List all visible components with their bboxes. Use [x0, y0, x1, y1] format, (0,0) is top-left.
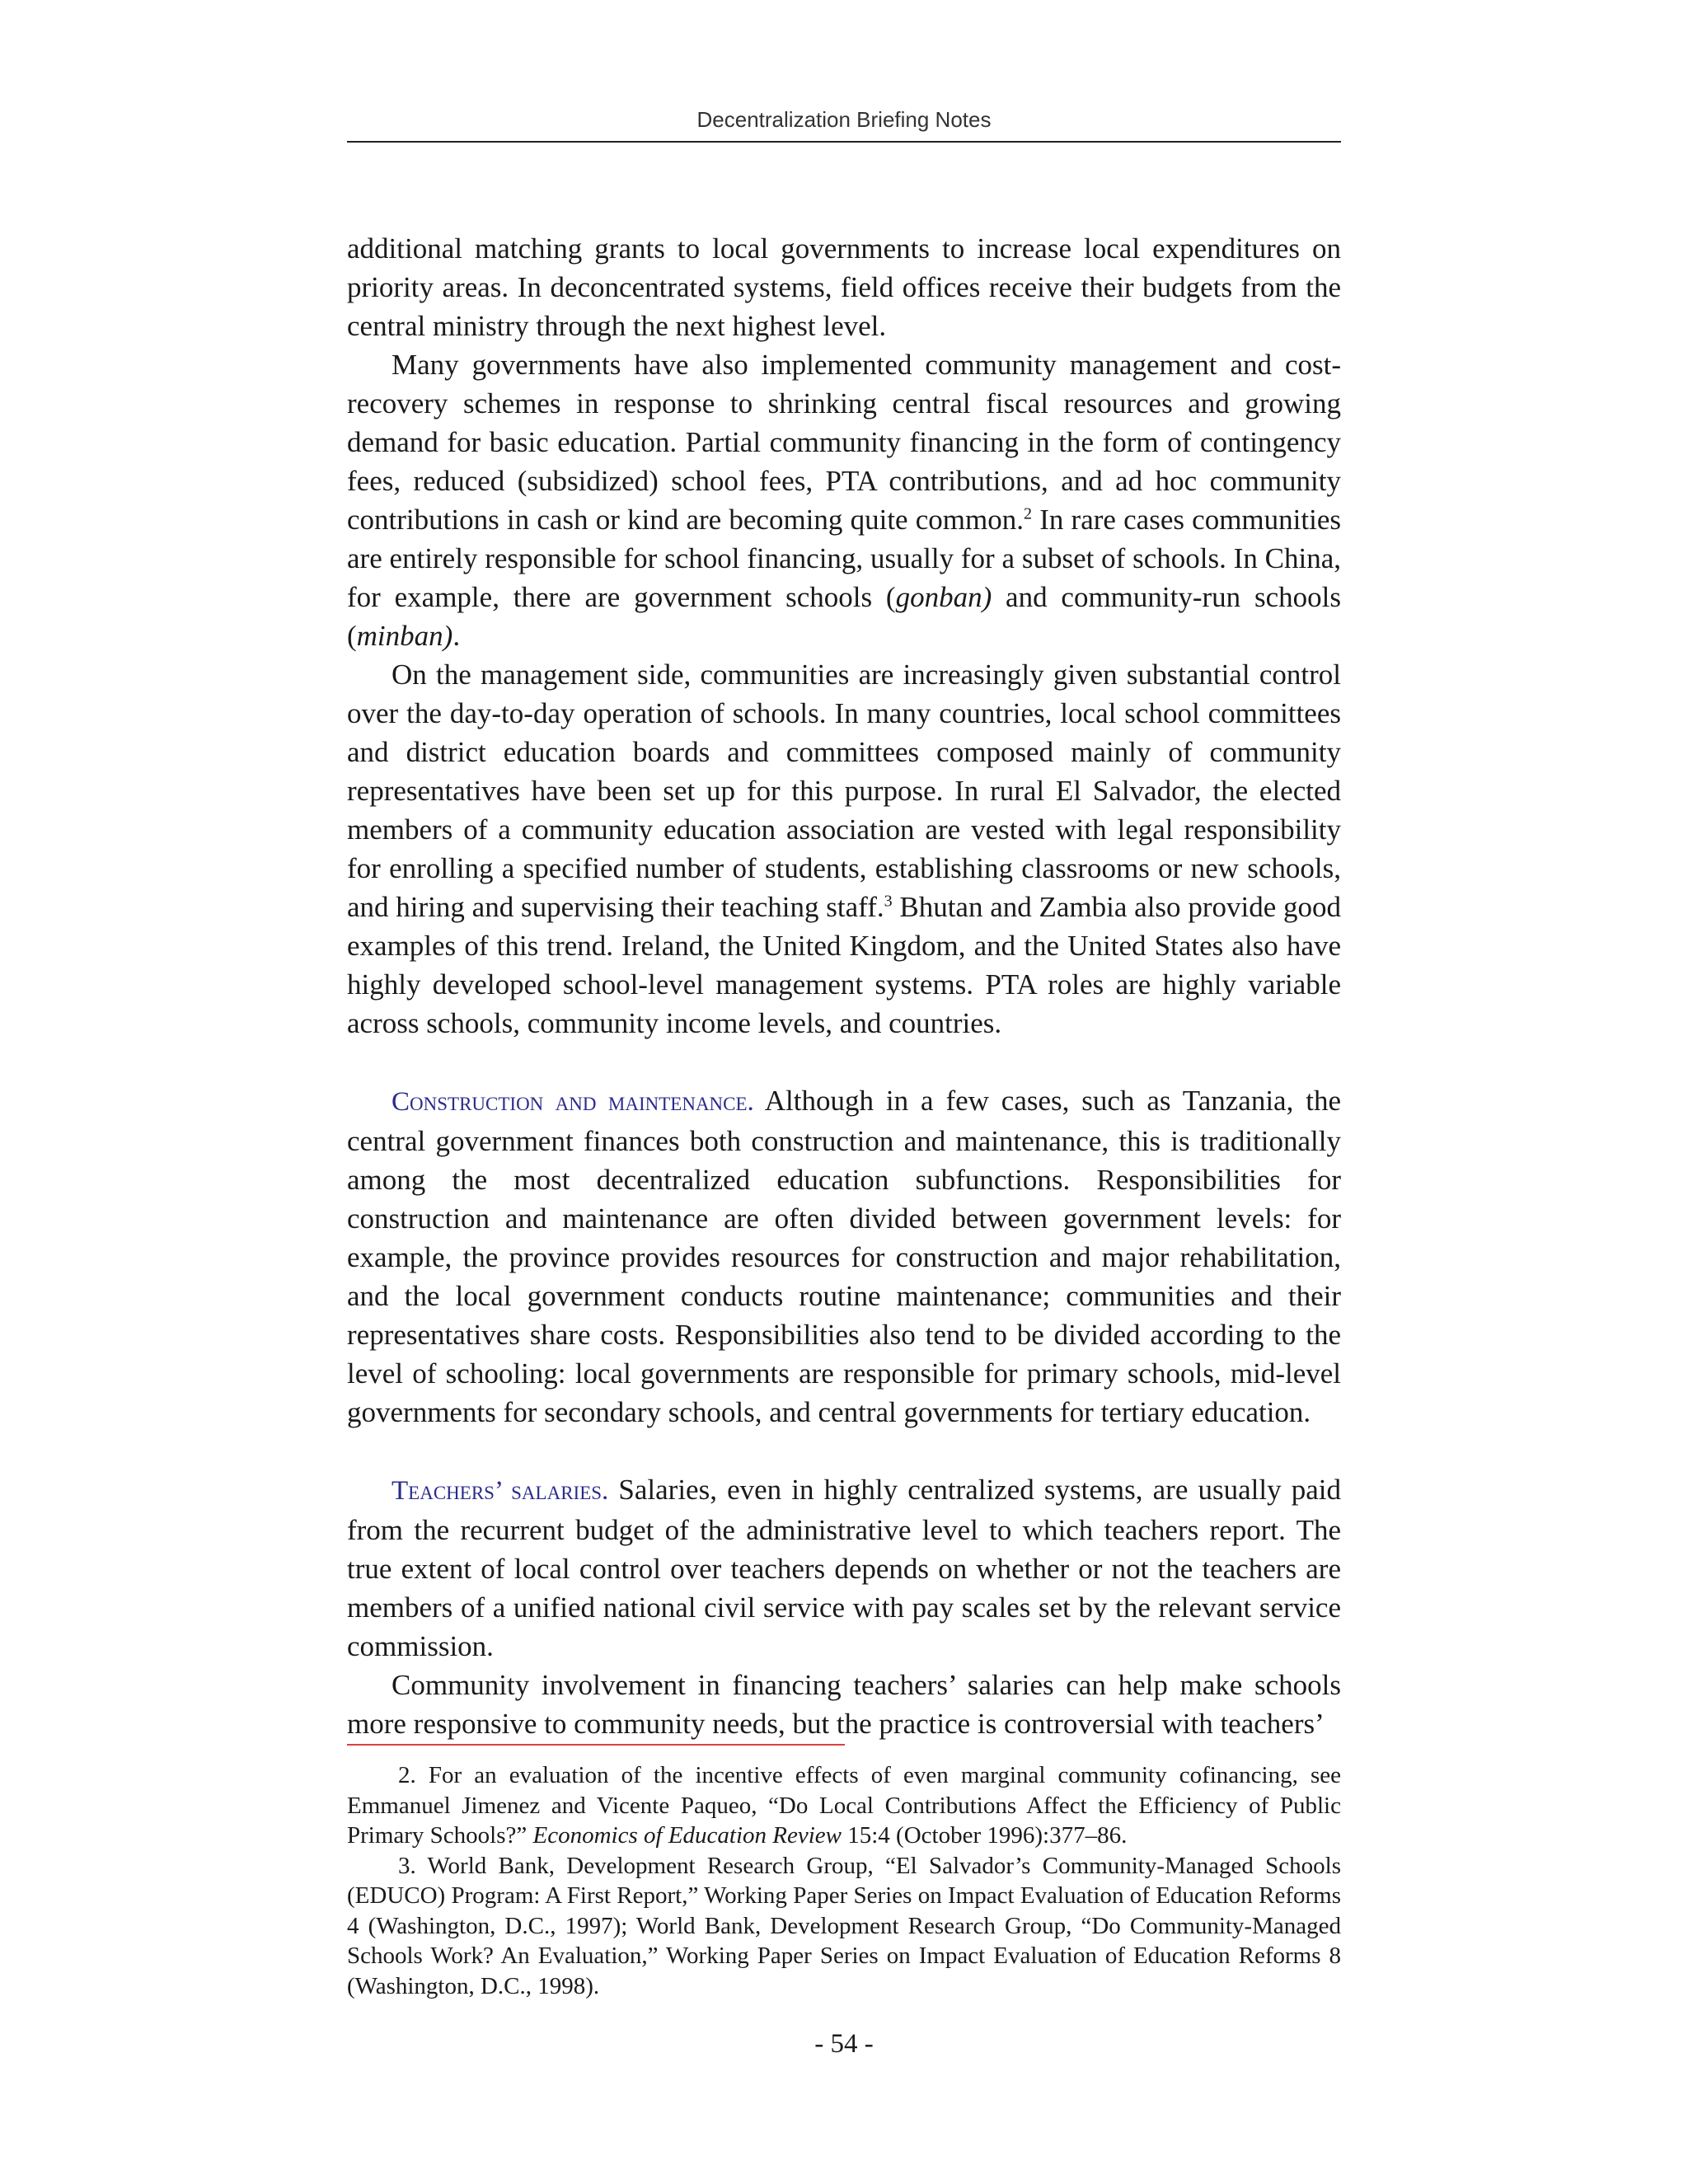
- paragraph-text: Bhutan and Zambia also provide good examples of this trend. Ireland, the United Kingdom, and the United States also have highly developed school-level management systems. PTA roles are highly variable across schools, community income levels, and countries.: [347, 891, 1341, 1039]
- paragraph-text: Salaries, even in highly centralized systems, are usually paid from the recurrent budget of the administrative level to which teachers report. The true extent of local control over teachers depends on whether or not the teachers are members of a unified national civil service with pay scales set by the relevant service commission.: [347, 1474, 1342, 1662]
- paragraph-text: Many governments have also implemented community management and cost-recovery schemes in response to shrinking central fiscal resources and growing demand for basic education. Partial community financing in the form of contingency fees, reduced (subsidized) school fees, PTA contributions, and ad hoc community contributions in cash or kind are becoming quite common.: [347, 349, 1341, 536]
- footnotes: [347, 1760, 1341, 2001]
- section-heading-teachers-salaries: Teachers’ salaries.: [392, 1476, 609, 1506]
- paragraph-text: On the management side, communities are increasingly given substantial control over the day-to-day operation of schools. In many countries, local school committees and district education boards and committees composed mainly of community representatives have been set up for this purpose. In rural El Salvador, the elected members of a community education association are vested with legal responsibility for enrolling a specified number of students, establishing classrooms or new schools, and hiring and supervising their teaching staff.: [347, 658, 1341, 923]
- page-number: - 54 -: [814, 2029, 874, 2059]
- paragraph-teachers-salaries: [347, 1470, 1341, 1666]
- paragraph-construction: [347, 1081, 1341, 1432]
- footnote-text: 15:4 (October 1996):377–86.: [842, 1822, 1128, 1849]
- paragraph-text: Although in a few cases, such as Tanzania, the central government finances both construction and maintenance, this is traditionally among the most decentralized education subfunctions. Responsibilities for construction and maintenance are often divided between government levels: for example, the province provides resources for construction and major rehabilitation, and the local government conducts routine maintenance; communities and their representatives share costs. Responsibilities also tend to be divided according to the level of schooling: local governments are responsible for primary schools, mid-level governments for secondary schools, and central governments for tertiary education.: [347, 1085, 1341, 1428]
- term-minban: minban): [356, 620, 453, 652]
- paragraph-text: .: [452, 620, 461, 652]
- footnote-3: 3. World Bank, Development Research Group, “El Salvador’s Community-Managed Schools (EDUCO) Program: A First Report,” Working Paper Series on Impact Evaluation of Education Reforms 4 (Washington, D.C., 1997); World Bank, Development Research Group, “Do Community-Managed Schools Work? An Evaluation,” Working Paper Series on Impact Evaluation of Education Reforms 8 (Washington, D.C., 1998).: [347, 1852, 1341, 1999]
- paragraph-text: and community-run schools (: [347, 581, 1341, 652]
- footnote-divider: [347, 1744, 845, 1746]
- section-heading-construction: Construction and maintenance.: [392, 1087, 754, 1117]
- footnote-text: 2. For an evaluation of the incentive effects of even marginal community cofinancing, see Emmanuel Jimenez and Vicente Paqueo, “Do Local Contributions Affect the Efficiency of Public Primary Schools?”: [347, 1762, 1341, 1849]
- paragraph-management: [347, 655, 1341, 1043]
- footnote-2: [347, 1760, 1341, 1851]
- paragraph-community-involvement: Community involvement in financing teachers’ salaries can help make schools more responsive to community needs, but the practice is controversial with teachers’: [347, 1669, 1341, 1740]
- paragraph-continued: additional matching grants to local governments to increase local expenditures on priority areas. In deconcentrated systems, field offices receive their budgets from the central ministry through the next highest level.: [347, 232, 1341, 342]
- paragraph-community-financing: [347, 345, 1341, 655]
- footnote-reference[interactable]: 3: [884, 892, 893, 911]
- body-text: [347, 229, 1341, 1743]
- paragraph-text: In rare cases communities are entirely responsible for school financing, usually for a subset of schools. In China, for example, there are government schools (: [347, 504, 1341, 613]
- running-header: Decentralization Briefing Notes: [347, 107, 1341, 143]
- footnote-reference[interactable]: 2: [1024, 504, 1033, 523]
- journal-title: Economics of Education Review: [532, 1822, 842, 1849]
- term-gonban: gonban): [895, 581, 992, 613]
